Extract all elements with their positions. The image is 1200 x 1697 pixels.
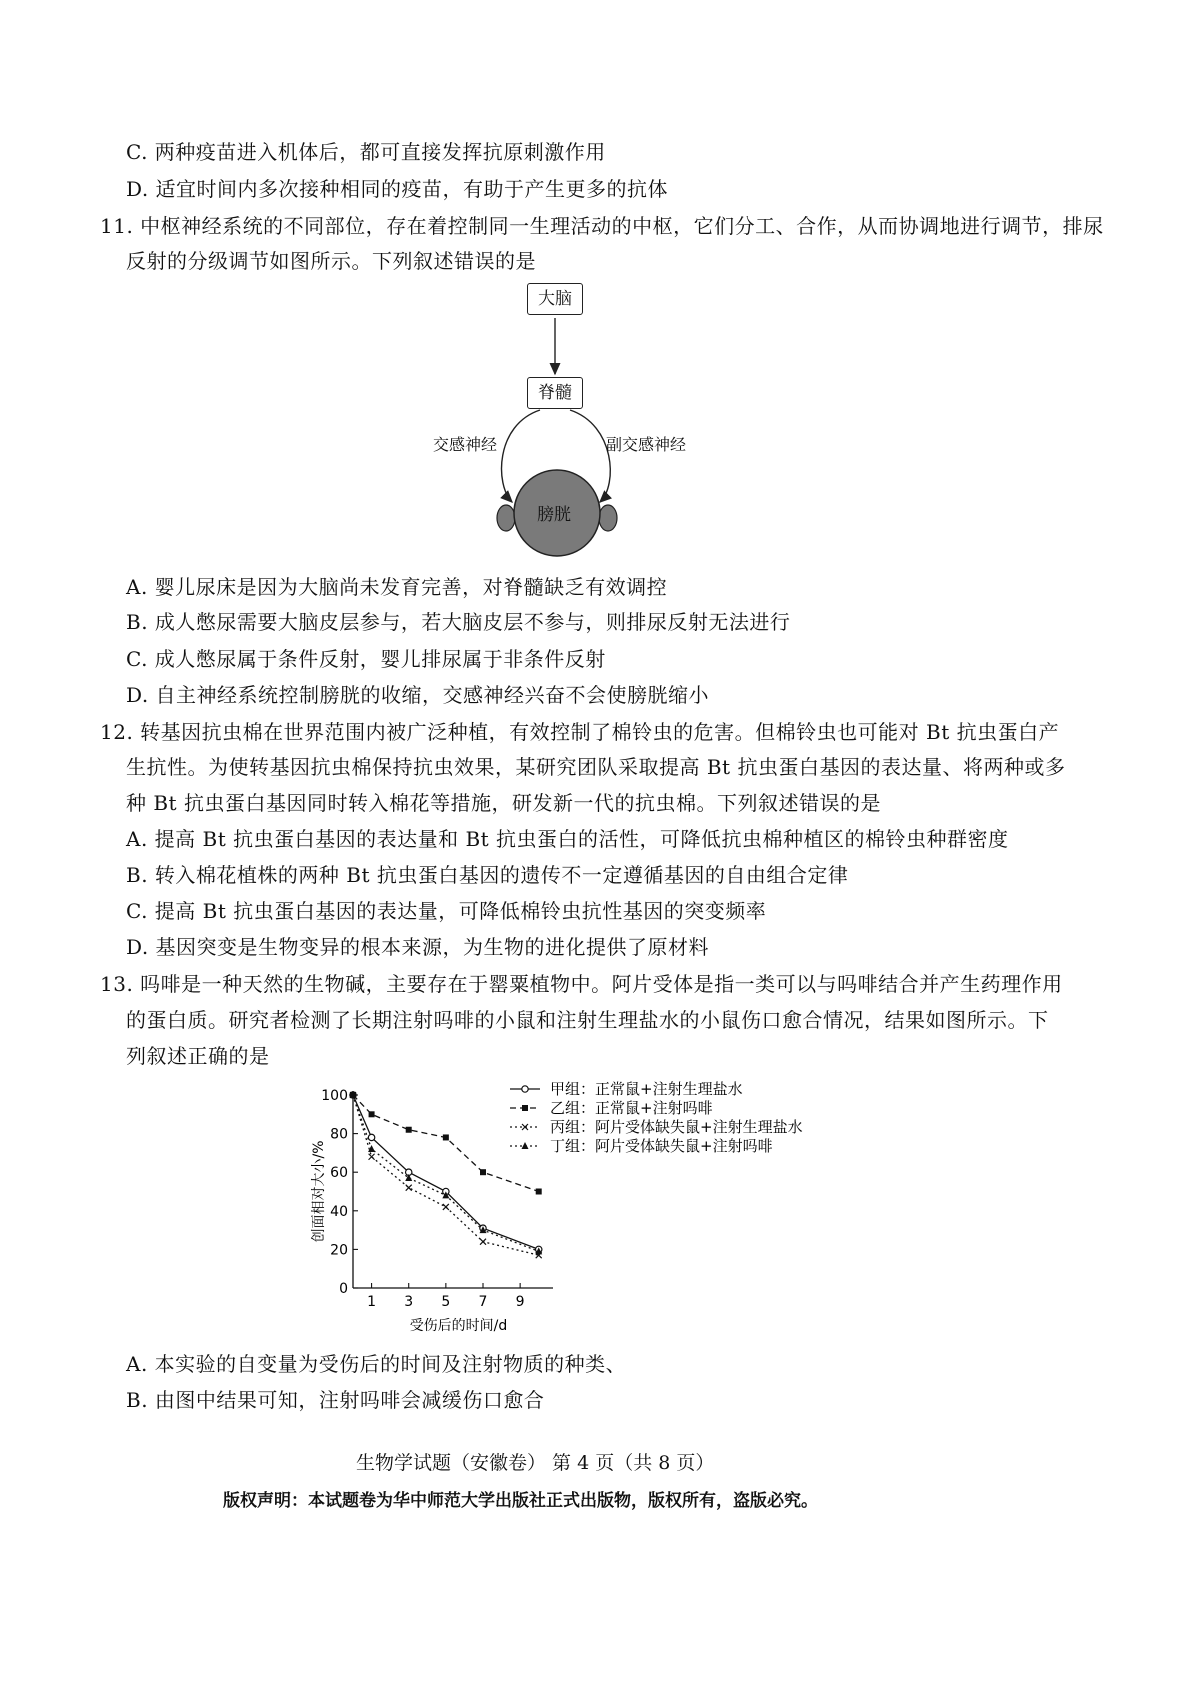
data-point-series-1 (368, 1134, 374, 1140)
q12-option-a: A. 提高 Bt 抗虫蛋白基因的表达量和 Bt 抗虫蛋白的活性，可降低抗虫棉种植区的棉铃虫种群密度 (126, 827, 1009, 851)
q12-stem-line3: 种 Bt 抗虫蛋白基因同时转入棉花等措施，研发新一代的抗虫棉。下列叙述错误的是 (126, 791, 881, 815)
q13-stem-line1: 13. 吗啡是一种天然的生物碱，主要存在于罂粟植物中。阿片受体是指一类可以与吗啡结合并产生药理作用 (100, 972, 1063, 996)
left-kidney-shape (497, 505, 515, 531)
data-point-series-2 (536, 1189, 542, 1195)
x-tick-label: 1 (367, 1294, 377, 1310)
q12-stem-line1: 12. 转基因抗虫棉在世界范围内被广泛种植，有效控制了棉铃虫的危害。但棉铃虫也可能对 Bt 抗虫蛋白产 (100, 720, 1060, 744)
x-tick-label: 5 (441, 1294, 451, 1310)
x-axis-label: 受伤后的时间/d (409, 1318, 508, 1334)
q12-option-b: B. 转入棉花植株的两种 Bt 抗虫蛋白基因的遗传不一定遵循基因的自由组合定律 (126, 863, 849, 887)
data-point-series-2 (369, 1111, 375, 1117)
series-line-2 (353, 1095, 539, 1192)
x-tick-label: 9 (515, 1294, 525, 1310)
q11-option-c: C. 成人憋尿属于条件反射，婴儿排尿属于非条件反射 (126, 647, 606, 671)
right-kidney-shape (599, 505, 617, 531)
y-tick-label: 40 (330, 1203, 348, 1220)
q11-option-d: D. 自主神经系统控制膀胱的收缩，交感神经兴奋不会使膀胱缩小 (126, 683, 710, 707)
page-footer-title: 生物学试题（安徽卷） 第 4 页（共 8 页） (356, 1452, 715, 1474)
data-point-series-3 (480, 1239, 486, 1245)
legend-marker-1 (522, 1086, 528, 1092)
legend-marker-2 (522, 1105, 528, 1111)
y-tick-label: 20 (330, 1242, 348, 1259)
y-tick-label: 0 (339, 1281, 348, 1297)
legend-marker-3 (522, 1124, 528, 1130)
q13-option-a: A. 本实验的自变量为受伤后的时间及注射物质的种类、 (126, 1352, 627, 1376)
y-tick-label: 60 (330, 1165, 348, 1182)
wound-healing-chart (300, 1070, 860, 1340)
data-point-series-3 (369, 1154, 375, 1160)
y-tick-label: 80 (330, 1126, 348, 1143)
legend-label-2: 乙组：正常鼠+注射吗啡 (550, 1099, 713, 1117)
bladder-label: 膀胱 (537, 505, 571, 525)
data-point-series-3 (443, 1204, 449, 1210)
series-line-1 (353, 1095, 539, 1249)
q11-stem-line2: 反射的分级调节如图所示。下列叙述错误的是 (126, 249, 536, 273)
spinal-cord-box: 脊髓 (527, 377, 583, 409)
copyright-notice: 版权声明：本试题卷为华中师范大学出版社正式出版物，版权所有，盗版必究。 (223, 1491, 818, 1511)
q13-stem-line2: 的蛋白质。研究者检测了长期注射吗啡的小鼠和注射生理盐水的小鼠伤口愈合情况，结果如图所示。下 (126, 1008, 1049, 1032)
reflex-diagram-svg (400, 270, 800, 580)
data-point-series-3 (406, 1185, 412, 1191)
legend-label-4: 丁组：阿片受体缺失鼠+注射吗啡 (550, 1137, 773, 1155)
x-tick-label: 3 (404, 1294, 414, 1310)
q11-option-a: A. 婴儿尿床是因为大脑尚未发育完善，对脊髓缺乏有效调控 (126, 575, 668, 599)
data-point-series-2 (406, 1127, 412, 1133)
y-axis-label: 创面相对大小/% (311, 1140, 327, 1243)
q10-option-d: D. 适宜时间内多次接种相同的疫苗，有助于产生更多的抗体 (126, 177, 669, 201)
q11-stem-line1: 11. 中枢神经系统的不同部位，存在着控制同一生理活动的中枢，它们分工、合作，从而协调地进行调节，排尿 (100, 214, 1104, 238)
q12-stem-line2: 生抗性。为使转基因抗虫棉保持抗虫效果，某研究团队采取提高 Bt 抗虫蛋白基因的表达量、将两种或多 (126, 755, 1066, 779)
q10-option-c: C. 两种疫苗进入机体后，都可直接发挥抗原刺激作用 (126, 140, 606, 164)
data-point-series-2 (443, 1134, 449, 1140)
legend-label-1: 甲组：正常鼠+注射生理盐水 (550, 1080, 743, 1098)
legend-label-3: 丙组：阿片受体缺失鼠+注射生理盐水 (550, 1118, 803, 1136)
parasympathetic-label: 副交感神经 (606, 435, 687, 454)
data-point-series-2 (480, 1169, 486, 1175)
series-line-4 (353, 1095, 539, 1251)
sympathetic-label: 交感神经 (433, 435, 498, 454)
q12-option-c: C. 提高 Bt 抗虫蛋白基因的表达量，可降低棉铃虫抗性基因的突变频率 (126, 899, 767, 923)
y-tick-label: 100 (321, 1088, 348, 1104)
q12-option-d: D. 基因突变是生物变异的根本来源，为生物的进化提供了原材料 (126, 935, 710, 959)
brain-box: 大脑 (527, 283, 583, 315)
q11-option-b: B. 成人憋尿需要大脑皮层参与，若大脑皮层不参与，则排尿反射无法进行 (126, 610, 791, 634)
x-tick-label: 7 (478, 1294, 488, 1310)
series-line-3 (353, 1095, 539, 1255)
q13-stem-line3: 列叙述正确的是 (126, 1044, 270, 1068)
legend-marker-4 (522, 1142, 529, 1149)
q13-option-b: B. 由图中结果可知，注射吗啡会减缓伤口愈合 (126, 1388, 545, 1412)
